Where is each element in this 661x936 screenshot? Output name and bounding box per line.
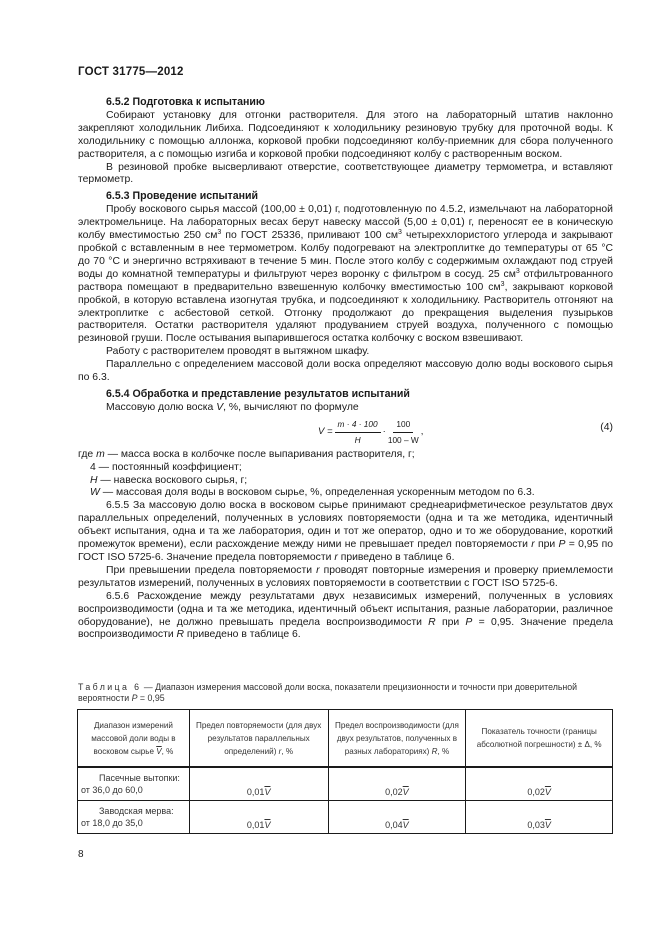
paragraph xyxy=(78,204,613,346)
standard-header: ГОСТ 31775—2012 xyxy=(78,66,184,78)
table-header-row xyxy=(78,710,613,768)
text-run: , закрывают корковой пробкой, в которую вставлена изогнутая трубка, и подсоединяют к холодильнику. Растворитель отгоняют на электроплитке с асбестовой сеткой. Отгонку продолжают до прекращения выделения пузырьков растворителя. Остатки растворителя удаляют продуванием струей воздуха, полученного с помощью резиновой груши. После остывания выпарившегося остатка колбочку с воском взвешивают. xyxy=(78,281,613,345)
variable: m xyxy=(96,448,105,460)
table-caption: Таблица 6 — Диапазон измерения массовой доли воска, показатели прецизионности и точности при доверительной вероятности P = 0,95 xyxy=(78,682,578,703)
paragraph: Параллельно с определением массовой доли воска определяют массовую долю воды воскового сырья по 6.3. xyxy=(78,359,613,384)
formula-expression xyxy=(318,418,423,447)
paragraph: В резиновой пробке высверливают отверстие, соответствующее диаметру термометра, и вставляют термометр. xyxy=(78,161,613,186)
text-run: Массовую долю воска xyxy=(106,401,217,413)
reproducibility-cell: $0,04\overline{V}$ xyxy=(328,801,466,834)
text-run: четыреххлористого углерода и закрывают пробкой с вставленным в нее термометром. Колбу подогревают на электроплитке до температуры от 65 °С до 70 °С и энергично встряхивают в течение 5 мин. После этого колбу с содержимым охлаждают под струей воды до комнатной температуры и фильтруют через воронку с фильтром в сосуд. 25 см xyxy=(78,230,613,280)
fraction xyxy=(335,418,381,447)
paragraph: При превышении предела повторяемости r проводят повторные измерения и проверку приемлемости результатов измерений, полученных в условиях повторяемости в соответствии с ГОСТ ISO 5725-6. xyxy=(78,564,613,589)
column-header: Диапазон измерений массовой доли воды в восковом сырье $\overline{V}$, % xyxy=(78,710,190,768)
repeatability-cell: $0,01\overline{V}$ xyxy=(189,767,328,801)
superscript: 3 xyxy=(500,280,505,288)
range-cell: Заводская мерва: от 18,0 до 35,0 xyxy=(78,801,190,834)
table-6 xyxy=(77,709,613,834)
accuracy-cell: $0,02\overline{V}$ xyxy=(466,767,613,801)
multiply-dot: · xyxy=(382,425,386,437)
repeatability-cell: $0,01\overline{V}$ xyxy=(189,801,328,834)
variable: V xyxy=(216,401,224,413)
main-text xyxy=(78,93,613,642)
paragraph: Собирают установку для отгонки растворителя. Для этого на лабораторный штатив наклонно закрепляют холодильник Либиха. Подсоединяют к холодильнику резиновую трубку для проточной воды. К холодильнику с помощью аллонжа, корковой пробки подсоединяют колбу-приемник для сбора полученного растворителя, а с помощью изгиба и корковой пробки подсоединяют колбу с растворенным воском. xyxy=(78,109,613,160)
text-run: по ГОСТ 25336, приливают 100 см xyxy=(221,230,398,242)
table-row xyxy=(78,767,613,801)
text-run: отфильтрованного раствора помещают в предварительно взвешенную колбочку вместимостью 100 см xyxy=(78,268,613,293)
section-heading-6-5-4: 6.5.4 Обработка и представление результатов испытаний xyxy=(106,387,410,400)
accuracy-cell: $0,03\overline{V}$ xyxy=(466,801,613,834)
variable: W xyxy=(90,487,100,499)
definition-w: W — массовая доля воды в восковом сырье, %, определенная ускоренным методом по 6.3. xyxy=(90,487,535,499)
fraction-denominator: 100 – W xyxy=(387,434,419,445)
table-label: Таблица 6 xyxy=(78,682,142,692)
paragraph-6-5-6: 6.5.6 Расхождение между результатами двух независимых измерений, полученных в условиях воспроизводимости (одна и та же методика, идентичный объект испытания, разные лаборатории, различное оборудование), не должно превышать предела воспроизводимости R при P = 0,95. Значение предела воспроизводимости R приведено в таблице 6. xyxy=(78,590,613,641)
paragraph-6-5-5: 6.5.5 За массовую долю воска в восковом сырье принимают среднеарифметическое результатов двух параллельных определений, полученных в условиях повторяемости (одна и та же методика, идентичный объект испытания, одна и та же лаборатория, один и тот же оператор, одно и то же оборудование, короткий промежуток времени), если расхождение между ними не превышает предел повторяемости r при P = 0,95 по ГОСТ ISO 5725-6. Значение предела повторяемости r приведено в таблице 6. xyxy=(78,500,613,563)
paragraph xyxy=(78,402,613,415)
paragraph: Работу с растворителем проводят в вытяжном шкафу. xyxy=(106,346,370,358)
punctuation: , xyxy=(420,425,424,437)
range-cell: Пасечные вытопки: от 36,0 до 60,0 xyxy=(78,767,190,801)
section-heading-6-5-2: 6.5.2 Подготовка к испытанию xyxy=(106,96,265,108)
page-number: 8 xyxy=(78,849,84,860)
formula-lhs: V = xyxy=(318,425,333,437)
table-row xyxy=(78,801,613,834)
reproducibility-cell: $0,02\overline{V}$ xyxy=(328,767,466,801)
formula-4 xyxy=(78,416,613,446)
section-heading-6-5-3: 6.5.3 Проведение испытаний xyxy=(106,190,259,203)
equation-number: (4) xyxy=(600,421,613,433)
superscript: 3 xyxy=(397,229,402,237)
variable: 4 xyxy=(90,461,96,473)
superscript: 3 xyxy=(217,229,222,237)
fraction-numerator: 100 xyxy=(393,418,413,433)
fraction-numerator: m · 4 · 100 xyxy=(335,418,381,433)
definition-m: где m — масса воска в колбочке после выпаривания растворителя, г; xyxy=(78,448,415,460)
fraction-denominator: H xyxy=(354,434,361,445)
text-run: Пробу воскового сырья массой (100,00 ± 0,01) г, подготовленную по 4.5.2, измельчают на лабораторной электромельнице. На лабораторных весах берут навеску массой (5,00 ± 0,01) г, переносят ее в коническую колбу вместимостью 250 см xyxy=(78,204,613,242)
variable: H xyxy=(90,474,98,486)
column-header: Предел воспроизводимости (для двух результатов, полученных в разных лабораториях) R, % xyxy=(328,710,466,768)
fraction xyxy=(388,418,419,447)
column-header: Предел повторяемости (для двух результатов параллельных определений) r, % xyxy=(189,710,328,768)
superscript: 3 xyxy=(515,267,520,275)
text-run: , %, вычисляют по формуле xyxy=(223,401,359,413)
column-header: Показатель точности (границы абсолютной погрешности) ± Δ, % xyxy=(466,710,613,768)
definition-4: 4 — постоянный коэффициент; xyxy=(90,461,242,473)
definition-h: H — навеска воскового сырья, г; xyxy=(90,474,248,486)
